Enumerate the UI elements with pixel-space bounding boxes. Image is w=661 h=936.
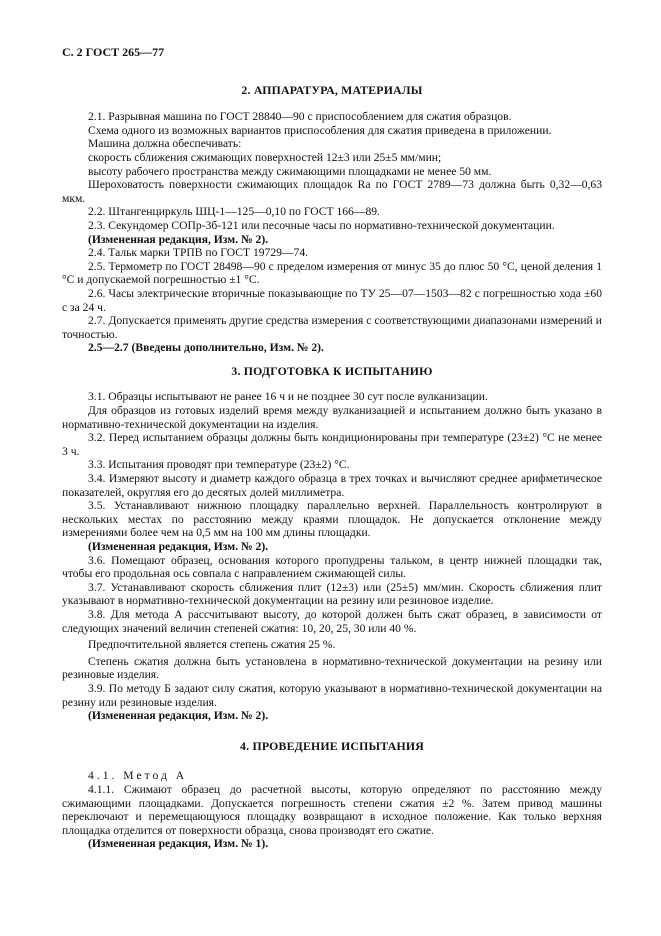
paragraph-2-1-machine: Машина должна обеспечивать: — [88, 137, 242, 151]
section-3-body — [62, 390, 602, 722]
section-2-title: 2. АППАРАТУРА, МАТЕРИАЛЫ — [241, 82, 423, 97]
paragraph-2-2: 2.2. Штангенциркуль ШЦ-1—125—0,10 по ГОСТ 166—89. — [88, 205, 380, 219]
running-head: С. 2 ГОСТ 265—77 — [62, 45, 165, 59]
amendment-note: 2.5—2.7 (Введены дополнительно, Изм. № 2). — [88, 341, 324, 355]
paragraph-3-8-ntd: Степень сжатия должна быть установлена в нормативно-технической документации на резину или резиновые изделия. — [62, 654, 602, 682]
paragraph-3-9: 3.9. По методу Б задают силу сжатия, которую указывают в нормативно-технической документации на резину или резиновые изделия. — [62, 681, 602, 709]
paragraph-2-1-height: высоту рабочего пространства между сжимающими площадками не менее 50 мм. — [88, 164, 492, 178]
amendment-note: (Измененная редакция, Изм. № 2). — [88, 232, 269, 246]
section-4-body — [62, 769, 602, 851]
paragraph-3-1: 3.1. Образцы испытывают не ранее 16 ч и не позднее 30 сут после вулканизации. — [88, 390, 488, 404]
paragraph-2-4: 2.4. Тальк марки ТРПВ по ГОСТ 19729—74. — [88, 246, 309, 260]
amendment-note: (Измененная редакция, Изм. № 2). — [88, 540, 269, 553]
paragraph-2-6: 2.6. Часы электрические вторичные показывающие по ТУ 25—07—1503—82 с погрешностью хода ±60 с за 24 ч. — [62, 286, 602, 314]
paragraph-2-1-roughness: Шероховатость поверхности сжимающих площадок Ra по ГОСТ 2789—73 должна быть 0,32—0,63 мкм. — [62, 178, 602, 205]
paragraph-3-6: 3.6. Помещают образец, основания которого пропудрены тальком, в центр нижней площадки так, чтобы его продольная ось совпала с направлением сжимающей силы. — [62, 553, 602, 581]
paragraph-4-1: 4.1. Метод А — [88, 769, 188, 783]
paragraph-3-8-preferred: Предпочтительной является степень сжатия 25 %. — [88, 638, 336, 652]
section-4-title: 4. ПРОВЕДЕНИЕ ИСПЫТАНИЯ — [240, 738, 424, 753]
paragraph-3-5: 3.5. Устанавливают нижнюю площадку параллельно верхней. Параллельность контролируют в нескольких местах по расстоянию между краями площадок. Не допускается отклонение между измерениями более чем на 0,5 мм на 100 мм длины площадки. — [62, 499, 602, 540]
paragraph-2-7: 2.7. Допускается применять другие средства измерения с соответствующими диапазонами измерений и точностью. — [62, 314, 602, 341]
paragraph-3-1-products: Для образцов из готовых изделий время между вулканизацией и испытанием должно быть указано в нормативно-технической документации на изделия. — [62, 404, 602, 431]
amendment-note: (Измененная редакция, Изм. № 2). — [88, 709, 269, 723]
paragraph-2-1-speed: скорость сближения сжимающих поверхностей 12±3 или 25±5 мм/мин; — [88, 150, 442, 164]
paragraph-3-4: 3.4. Измеряют высоту и диаметр каждого образца в трех точках и вычисляют среднее арифметическое показателей, округляя его до десятых долей миллиметра. — [62, 472, 602, 499]
paragraph-3-2: 3.2. Перед испытанием образцы должны быть кондиционированы при температуре (23±2) °С не менее 3 ч. — [62, 431, 602, 458]
paragraph-3-8: 3.8. Для метода А рассчитывают высоту, до которой должен быть сжат образец, в зависимости от следующих значений величин степеней сжатия: 10, 20, 25, 30 или 40 %. — [62, 607, 602, 635]
paragraph-2-3: 2.3. Секундомер СОПр-3б-121 или песочные часы по нормативно-технической документации. — [88, 218, 555, 232]
paragraph-4-1-1: 4.1.1. Сжимают образец до расчетной высоты, которую определяют по расстоянию между сжимающими площадками. Допускается погрешность степени сжатия ±2 %. Затем привод машины переключают и перемещающуюся площадку возвращают в исходное положение. Как только верхняя площадка отделится от поверхности образца, снова производят его сжатие. — [62, 782, 602, 837]
paragraph-2-5: 2.5. Термометр по ГОСТ 28498—90 с пределом измерения от минус 35 до плюс 50 °С, ценой деления 1 °С и допускаемой погрешностью ±1 °С. — [62, 259, 602, 287]
section-2-body — [62, 110, 602, 355]
section-3-title: 3. ПОДГОТОВКА К ИСПЫТАНИЮ — [231, 363, 433, 378]
amendment-note: (Измененная редакция, Изм. № 1). — [88, 837, 269, 851]
paragraph-2-1-scheme: Схема одного из возможных вариантов приспособления для сжатия приведена в приложении. — [88, 123, 552, 137]
paragraph-3-3: 3.3. Испытания проводят при температуре (23±2) °С. — [88, 458, 350, 472]
paragraph-2-1: 2.1. Разрывная машина по ГОСТ 28840—90 с приспособлением для сжатия образцов. — [88, 110, 512, 124]
paragraph-3-7: 3.7. Устанавливают скорость сближения плит (12±3) или (25±5) мм/мин. Скорость сближения плит указывают в нормативно-технической документации на резину или резиновое изделие. — [62, 580, 602, 608]
document-page — [62, 46, 602, 851]
